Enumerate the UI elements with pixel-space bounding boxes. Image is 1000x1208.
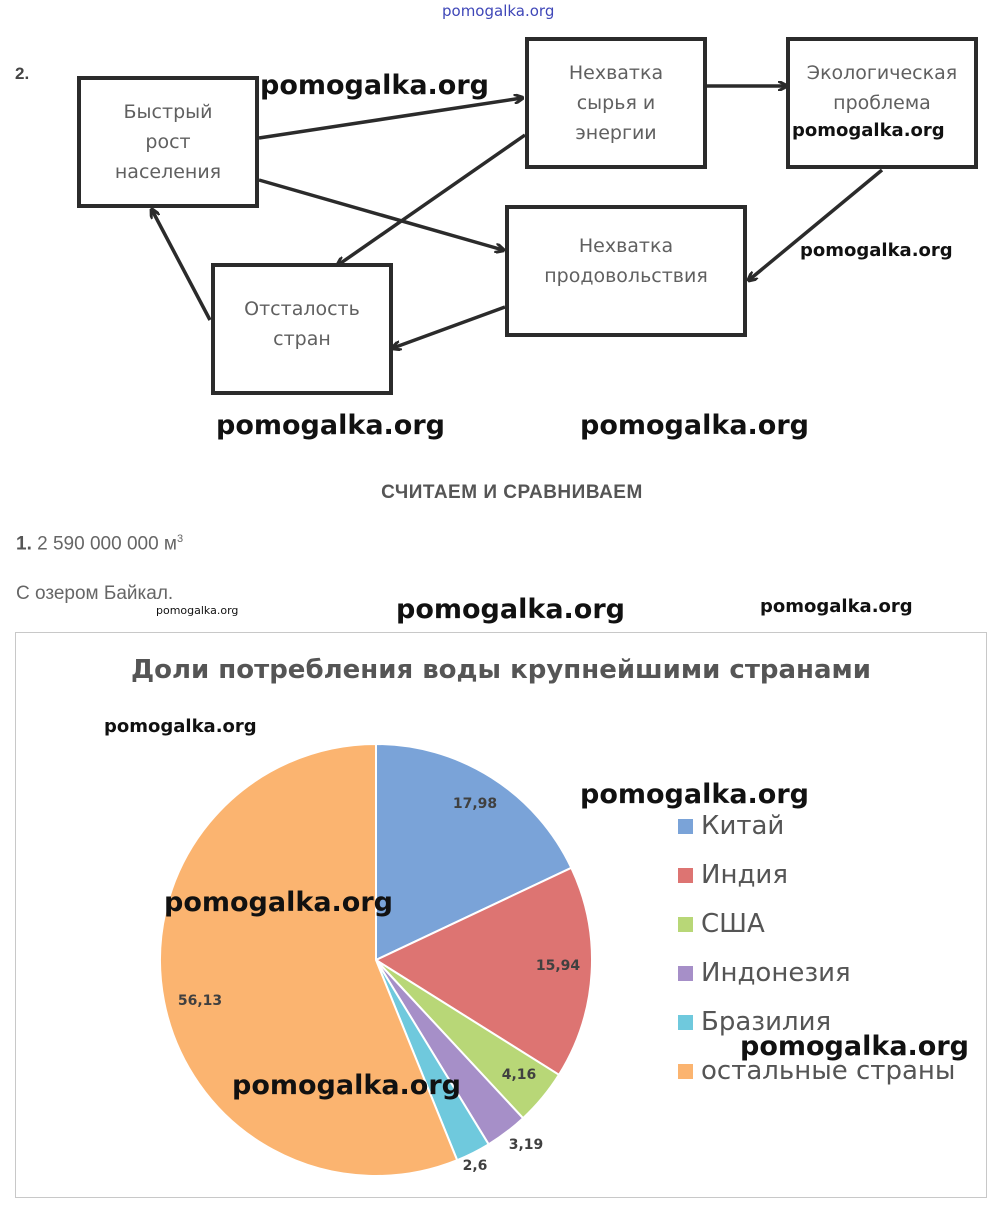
chart-title: Доли потребления воды крупнейшими странами	[130, 655, 872, 685]
watermark: pomogalka.org	[216, 410, 445, 441]
legend-item	[678, 811, 784, 841]
box-food-shortage: Нехватка продовольствия	[505, 205, 747, 337]
watermark: pomogalka.org	[580, 410, 809, 441]
legend-label: остальные страны	[701, 1056, 956, 1086]
watermark: pomogalka.org	[792, 120, 945, 141]
answer-2: С озером Байкал.	[16, 583, 174, 604]
top-watermark: pomogalka.org	[442, 2, 555, 20]
answer-1-unit-exponent: 3	[177, 533, 184, 545]
legend-label: Китай	[701, 811, 785, 841]
watermark: pomogalka.org	[104, 716, 257, 737]
legend-swatch	[678, 819, 693, 834]
watermark: pomogalka.org	[800, 240, 953, 261]
legend-swatch	[678, 1064, 693, 1079]
legend-label: Индонезия	[701, 958, 851, 988]
watermark: pomogalka.org	[232, 1070, 461, 1101]
task-number: 2.	[15, 64, 30, 83]
pie-data-label: 17,98	[452, 796, 498, 812]
watermark: pomogalka.org	[164, 887, 393, 918]
pie-data-label: 15,94	[535, 958, 581, 974]
legend-item	[678, 860, 788, 890]
legend-label: Индия	[701, 860, 788, 890]
section-title: СЧИТАЕМ И СРАВНИВАЕМ	[381, 482, 643, 503]
pie-data-label: 2,6	[462, 1158, 488, 1174]
pie-data-label: 4,16	[501, 1067, 537, 1083]
pie-data-label: 3,19	[508, 1137, 544, 1153]
watermark: pomogalka.org	[156, 604, 239, 617]
answer-1-number: 1.	[16, 533, 32, 555]
legend-label: Бразилия	[701, 1007, 832, 1037]
watermark: pomogalka.org	[760, 596, 913, 617]
watermark: pomogalka.org	[740, 1031, 969, 1062]
box-population-growth: Быстрый рост населения	[77, 76, 259, 208]
box-country-backwardness: Отсталость стран	[211, 263, 393, 395]
legend-item	[678, 909, 765, 939]
watermark: pomogalka.org	[580, 779, 809, 810]
pie-data-label: 56,13	[177, 993, 223, 1009]
legend-swatch	[678, 868, 693, 883]
watermark: pomogalka.org	[396, 594, 625, 625]
box-ecological-problem: Экологическая проблема	[786, 37, 978, 169]
legend-label: США	[701, 909, 765, 939]
box-resource-shortage: Нехватка сырья и энергии	[525, 37, 707, 169]
legend-item	[678, 958, 851, 988]
watermark: pomogalka.org	[260, 70, 489, 101]
legend-swatch	[678, 966, 693, 981]
answer-1-value: 2 590 000 000 м	[37, 533, 177, 555]
legend-swatch	[678, 1015, 693, 1030]
legend-swatch	[678, 917, 693, 932]
